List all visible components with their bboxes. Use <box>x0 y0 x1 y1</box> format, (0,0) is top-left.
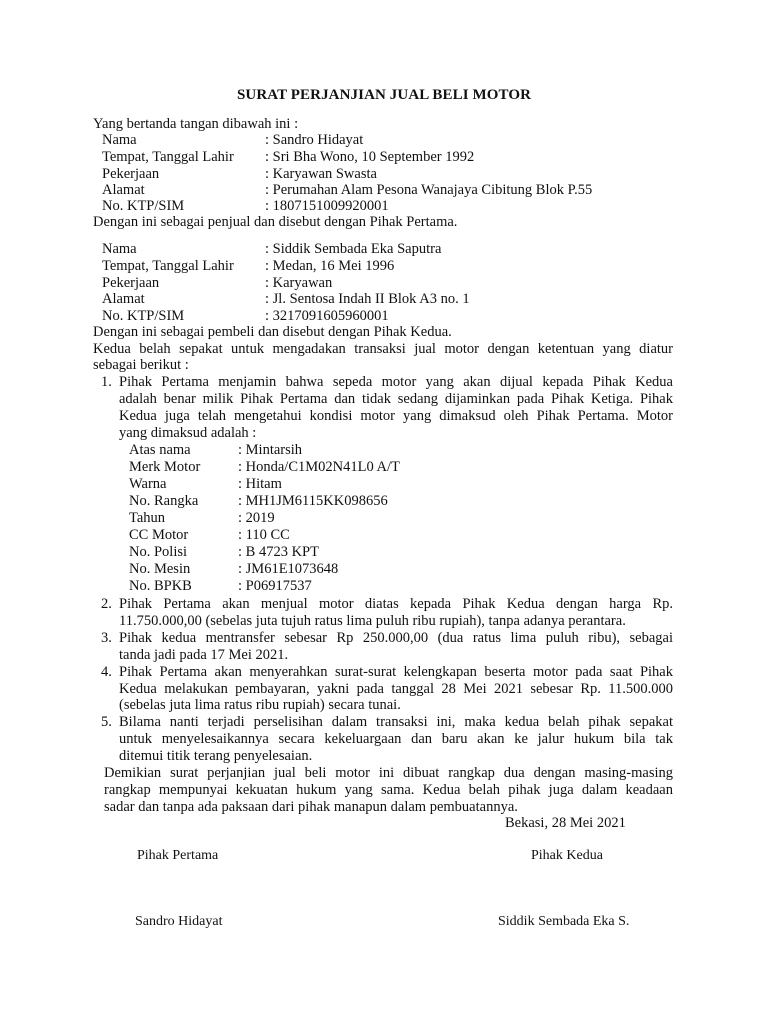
party2-birth-value: : Medan, 16 Mei 1996 <box>265 258 395 274</box>
item-number: 2. <box>101 596 112 612</box>
motor-cc-label: CC Motor <box>129 527 189 543</box>
motor-brand-value: : Honda/C1M02N41L0 A/T <box>238 459 400 475</box>
item-line: Pihak Pertama akan menyerahkan surat-surat kelengkapan beserta motor pada saat Pihak <box>119 664 673 680</box>
item-line: tanda jadi pada 17 Mei 2021. <box>119 647 289 663</box>
item-line: Pihak Pertama akan menjual motor diatas kepada Pihak Kedua dengan harga Rp. <box>119 596 673 612</box>
item-line: Kedua juga telah mengetahui kondisi motor yang dimaksud oleh Pihak Pertama. Motor <box>119 408 673 424</box>
party2-id-label: No. KTP/SIM <box>102 308 185 324</box>
item-line: 11.750.000,00 (sebelas juta tujuh ratus lima puluh ribu rupiah), tanpa adanya perantara. <box>119 613 626 629</box>
party1-birth-label: Tempat, Tanggal Lahir <box>102 149 234 165</box>
motor-engine-label: No. Mesin <box>129 561 191 577</box>
intro-text: Yang bertanda tangan dibawah ini : <box>93 116 299 132</box>
party2-id-value: : 3217091605960001 <box>265 308 389 324</box>
place-date: Bekasi, 28 Mei 2021 <box>505 815 626 831</box>
motor-owner-value: : Mintarsih <box>238 442 303 458</box>
party1-birth-value: : Sri Bha Wono, 10 September 1992 <box>265 149 475 165</box>
closing-line: sadar dan tanpa ada paksaan dari pihak manapun dalam pembuatannya. <box>104 799 518 815</box>
party1-id-label: No. KTP/SIM <box>102 198 185 214</box>
motor-plate-value: : B 4723 KPT <box>238 544 319 560</box>
motor-color-label: Warna <box>129 476 167 492</box>
motor-engine-value: : JM61E1073648 <box>238 561 339 577</box>
motor-bpkb-value: : P06917537 <box>238 578 312 594</box>
motor-bpkb-label: No. BPKB <box>129 578 192 594</box>
party1-address-label: Alamat <box>102 182 145 198</box>
party1-role: Dengan ini sebagai penjual dan disebut dengan Pihak Pertama. <box>93 214 458 230</box>
item-line: adalah benar milik Pihak Pertama dan tidak sedang dijaminkan pada Pihak Ketiga. Pihak <box>119 391 673 407</box>
motor-plate-label: No. Polisi <box>129 544 188 560</box>
document-title: SURAT PERJANJIAN JUAL BELI MOTOR <box>236 87 532 103</box>
first-party-name: Sandro Hidayat <box>135 914 223 929</box>
party2-birth-label: Tempat, Tanggal Lahir <box>102 258 234 274</box>
party2-job-value: : Karyawan <box>265 275 333 291</box>
second-party-name: Siddik Sembada Eka S. <box>498 914 630 929</box>
party2-address-value: : Jl. Sentosa Indah II Blok A3 no. 1 <box>265 291 470 307</box>
second-party-label: Pihak Kedua <box>531 848 603 863</box>
closing-line: Demikian surat perjanjian jual beli motor ini dibuat rangkap dua dengan masing-masing <box>104 765 673 781</box>
motor-owner-label: Atas nama <box>129 442 191 458</box>
party2-address-label: Alamat <box>102 291 145 307</box>
item-line: Pihak kedua mentransfer sebesar Rp 250.000,00 (dua ratus lima puluh ribu), sebagai <box>119 630 673 646</box>
item-number: 3. <box>101 630 112 646</box>
party1-address-value: : Perumahan Alam Pesona Wanajaya Cibitung Blok P.55 <box>265 182 593 198</box>
item-line: Pihak Pertama menjamin bahwa sepeda motor yang akan dijual kepada Pihak Kedua <box>119 374 673 390</box>
party2-name-value: : Siddik Sembada Eka Saputra <box>265 241 442 257</box>
motor-frame-value: : MH1JM6115KK098656 <box>238 493 388 509</box>
item-line: (sebelas juta lima ratus ribu rupiah) secara tunai. <box>119 697 401 713</box>
party2-name-label: Nama <box>102 241 137 257</box>
closing-line: rangkap mempunyai kekuatan hukum yang sama. Kedua belah pihak juga dalam keadaan <box>104 782 673 798</box>
item-line: ditemui titik terang penyelesaian. <box>119 748 313 764</box>
agreement-line: Kedua belah sepakat untuk mengadakan transaksi jual motor dengan ketentuan yang diatur <box>93 341 673 357</box>
item-line: Kedua melakukan pembayaran, yakni pada tanggal 28 Mei 2021 sebesar Rp. 11.500.000 <box>119 681 673 697</box>
motor-brand-label: Merk Motor <box>129 459 201 475</box>
item-number: 1. <box>101 374 112 390</box>
party1-name-value: : Sandro Hidayat <box>265 132 364 148</box>
party1-job-label: Pekerjaan <box>102 166 160 182</box>
motor-year-value: : 2019 <box>238 510 275 526</box>
party1-name-label: Nama <box>102 132 137 148</box>
motor-cc-value: : 110 CC <box>238 527 290 543</box>
item-number: 4. <box>101 664 112 680</box>
item-number: 5. <box>101 714 112 730</box>
agreement-line: sebagai berikut : <box>93 357 189 373</box>
item-line: untuk menyelesaikannya secara kekeluargaan dan baru akan ke jalur hukum bila tak <box>119 731 673 747</box>
party2-role: Dengan ini sebagai pembeli dan disebut dengan Pihak Kedua. <box>93 324 452 340</box>
item-line: yang dimaksud adalah : <box>119 425 257 441</box>
item-line: Bilama nanti terjadi perselisihan dalam transaksi ini, maka kedua belah pihak sepakat <box>119 714 673 730</box>
motor-year-label: Tahun <box>129 510 166 526</box>
motor-frame-label: No. Rangka <box>129 493 199 509</box>
first-party-label: Pihak Pertama <box>137 848 219 863</box>
motor-color-value: : Hitam <box>238 476 282 492</box>
party1-id-value: : 1807151009920001 <box>265 198 389 214</box>
party2-job-label: Pekerjaan <box>102 275 160 291</box>
party1-job-value: : Karyawan Swasta <box>265 166 377 182</box>
